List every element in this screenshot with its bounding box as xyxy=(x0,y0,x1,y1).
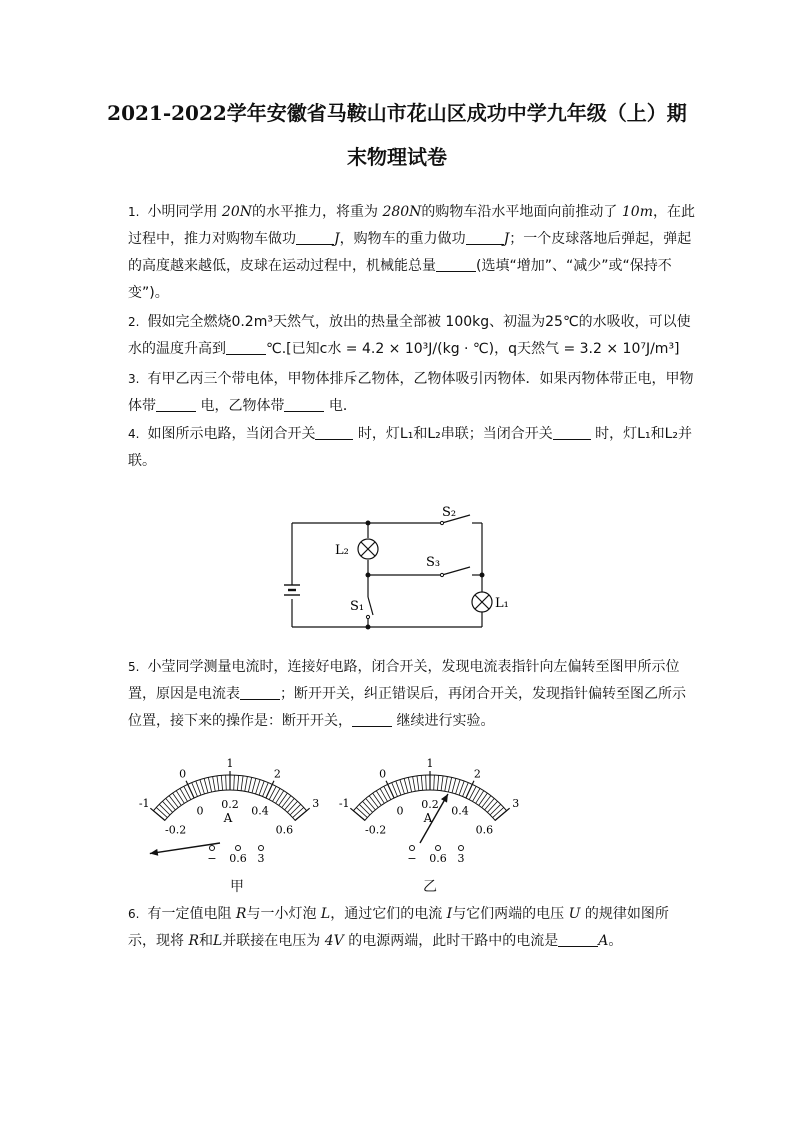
page-title: 2021-2022学年安徽省马鞍山市花山区成功中学九年级（上）期 xyxy=(107,101,687,125)
scale-label-top: 3 xyxy=(312,797,320,811)
scale-tick xyxy=(213,777,216,792)
label-s3: S₃ xyxy=(426,555,441,570)
scale-tick xyxy=(259,781,264,795)
question-3: 3. 有甲乙丙三个带电体，甲物体排斥乙物体，乙物体吸引丙物体．如果丙物体带正电，甲物体带 电，乙物体带 电． xyxy=(128,371,694,414)
terminal xyxy=(410,846,415,851)
circuit-diagram xyxy=(280,500,510,635)
scale-tick xyxy=(456,780,461,794)
scale-label-top: -1 xyxy=(138,797,150,811)
scale-tick xyxy=(459,781,464,795)
scale-tick xyxy=(208,777,211,792)
label-l2: L₂ xyxy=(335,543,349,558)
scale-tick xyxy=(400,780,405,794)
unit-label: A xyxy=(423,811,433,825)
terminal-label: − xyxy=(407,852,417,865)
terminal-label: 3 xyxy=(257,852,265,865)
question-4: 4. 如图所示电路，当闭合开关 时，灯L₁和L₂串联；当闭合开关 时，灯L₁和L₂并联。 xyxy=(128,426,693,469)
scale-label-bottom: 0.4 xyxy=(251,804,269,818)
scale-tick xyxy=(413,777,416,792)
scale-tick xyxy=(362,801,372,812)
answer-blank[interactable] xyxy=(558,932,598,947)
scale-label-bottom: 0.6 xyxy=(475,823,494,837)
scale-tick xyxy=(287,801,297,812)
meter-caption-jia: 甲 xyxy=(230,879,244,895)
question-1: 1. 小明同学用 20N的水平推力，将重为 280N的购物车沿水平地面向前推动了 10m，在此过程中，推力对购物车做功 J，购物车的重力做功 J；一个皮球落地后弹起，弹起的高度越来越低，皮球在运动过程中，机械能总量 (选填“增加”、“减少”或“保持不变”)。 xyxy=(128,199,696,307)
scale-tick xyxy=(445,777,448,792)
scale-label-bottom: 0.2 xyxy=(421,798,439,811)
answer-blank[interactable] xyxy=(296,230,334,245)
answer-blank[interactable] xyxy=(226,340,266,355)
scale-tick xyxy=(487,801,497,812)
scale-label-bottom: 0 xyxy=(396,804,404,818)
terminal-label: 0.6 xyxy=(429,852,447,865)
scale-tick xyxy=(421,775,422,790)
question-number: 1. xyxy=(128,205,140,219)
scale-label-bottom: -0.2 xyxy=(365,823,387,837)
scale-tick xyxy=(295,808,310,820)
scale-tick xyxy=(417,776,419,791)
scale-tick xyxy=(290,804,301,815)
scale-label-top: 1 xyxy=(226,757,234,770)
scale-tick xyxy=(493,807,504,817)
answer-blank[interactable] xyxy=(466,230,504,245)
scale-tick xyxy=(285,798,295,809)
scale-tick xyxy=(282,796,291,808)
terminal-label: 3 xyxy=(457,852,465,865)
scale-tick xyxy=(376,791,384,804)
scale-tick xyxy=(256,780,261,794)
scale-label-top: 1 xyxy=(426,757,434,770)
scale-label-bottom: 0.6 xyxy=(275,823,294,837)
terminal xyxy=(436,846,441,851)
scale-label-top: 3 xyxy=(512,797,520,811)
answer-blank[interactable] xyxy=(436,257,476,272)
scale-tick xyxy=(452,778,456,792)
question-2: 2. 假如完全燃烧0.2m³天然气，放出的热量全部被 100kg、初温为25℃的水吸收，可以使水的温度升高到 ℃.[已知c水 = 4.2 × 10³J/(kg · ℃)，q天然气 = 3.2 × 10⁷J/m³] xyxy=(128,314,691,357)
scale-tick xyxy=(204,778,208,792)
meter-caption-yi: 乙 xyxy=(423,879,437,895)
scale-tick xyxy=(248,777,251,792)
scale-tick xyxy=(437,775,438,790)
label-s2: S₂ xyxy=(442,505,457,520)
page-title-line2: 末物理试卷 xyxy=(347,145,447,169)
terminal-label: − xyxy=(207,852,217,865)
scale-tick xyxy=(159,804,170,815)
scale-tick xyxy=(237,775,238,790)
lamp-l2 xyxy=(358,539,378,559)
scale-tick xyxy=(404,778,408,792)
scale-tick xyxy=(241,776,243,791)
answer-blank[interactable] xyxy=(352,712,392,727)
scale-tick xyxy=(359,804,370,815)
scale-label-top: 2 xyxy=(273,767,281,781)
scale-label-bottom: 0 xyxy=(196,804,204,818)
terminal xyxy=(210,846,215,851)
scale-tick xyxy=(396,781,401,795)
scale-label-top: 0 xyxy=(379,767,387,781)
scale-tick xyxy=(245,777,248,792)
scale-tick xyxy=(482,796,491,808)
needle-tip xyxy=(150,849,158,856)
scale-tick xyxy=(166,798,176,809)
terminal-label: 0.6 xyxy=(229,852,247,865)
scale-tick xyxy=(426,775,427,790)
scale-tick xyxy=(293,807,304,817)
scale-label-bottom: -0.2 xyxy=(165,823,187,837)
ammeter-yi xyxy=(330,740,530,865)
question-6: 6. 有一定值电阻 R与一小灯泡 L，通过它们的电流 I与它们两端的电压 U 的规律如图所示，现将 R和L并联接在电压为 4V 的电源两端，此时干路中的电流是 A。 xyxy=(128,906,669,949)
scale-tick xyxy=(485,798,495,809)
scale-label-top: 2 xyxy=(473,767,481,781)
scale-tick xyxy=(176,791,184,804)
answer-blank[interactable] xyxy=(553,425,591,440)
scale-tick xyxy=(276,791,284,804)
scale-tick xyxy=(476,791,484,804)
scale-tick xyxy=(173,793,182,805)
answer-blank[interactable] xyxy=(315,425,353,440)
scale-tick xyxy=(408,777,411,792)
scale-label-bottom: 0.4 xyxy=(451,804,469,818)
terminal xyxy=(459,846,464,851)
scale-tick xyxy=(169,796,178,808)
scale-tick xyxy=(162,801,172,812)
scale-label-top: -1 xyxy=(338,797,350,811)
scale-label-bottom: 0.2 xyxy=(221,798,239,811)
question-5: 5. 小莹同学测量电流时，连接好电路，闭合开关，发现电流表指针向左偏转至图甲所示位置，原因是电流表 ；断开开关，纠正错误后，再闭合开关，发现指针偏转至图乙所示位置，接下来的操作是：断开开关， 继续进行实验。 xyxy=(128,659,686,729)
scale-tick xyxy=(226,775,227,790)
scale-tick xyxy=(366,798,376,809)
scale-tick xyxy=(448,777,451,792)
scale-tick xyxy=(373,793,382,805)
lamp-l1 xyxy=(472,592,492,612)
answer-blank[interactable] xyxy=(240,685,280,700)
scale-tick xyxy=(252,778,256,792)
scale-tick xyxy=(279,793,288,805)
scale-tick xyxy=(441,776,443,791)
answer-blank[interactable] xyxy=(156,397,196,412)
scale-tick xyxy=(479,793,488,805)
scale-tick xyxy=(356,807,367,817)
scale-tick xyxy=(150,808,165,820)
terminal xyxy=(259,846,264,851)
ammeter-jia xyxy=(130,740,330,865)
scale-tick xyxy=(495,808,510,820)
answer-blank[interactable] xyxy=(284,397,324,412)
label-l1: L₁ xyxy=(495,596,509,611)
scale-tick xyxy=(200,780,205,794)
scale-tick xyxy=(196,781,201,795)
scale-label-top: 0 xyxy=(179,767,187,781)
unit-label: A xyxy=(223,811,233,825)
scale-tick xyxy=(369,796,378,808)
label-s1: S₁ xyxy=(350,599,365,614)
scale-tick xyxy=(156,807,167,817)
scale-tick xyxy=(490,804,501,815)
scale-tick xyxy=(221,775,222,790)
scale-tick xyxy=(434,775,435,790)
scale-tick xyxy=(234,775,235,790)
scale-tick xyxy=(350,808,365,820)
scale-tick xyxy=(217,776,219,791)
terminal xyxy=(236,846,241,851)
